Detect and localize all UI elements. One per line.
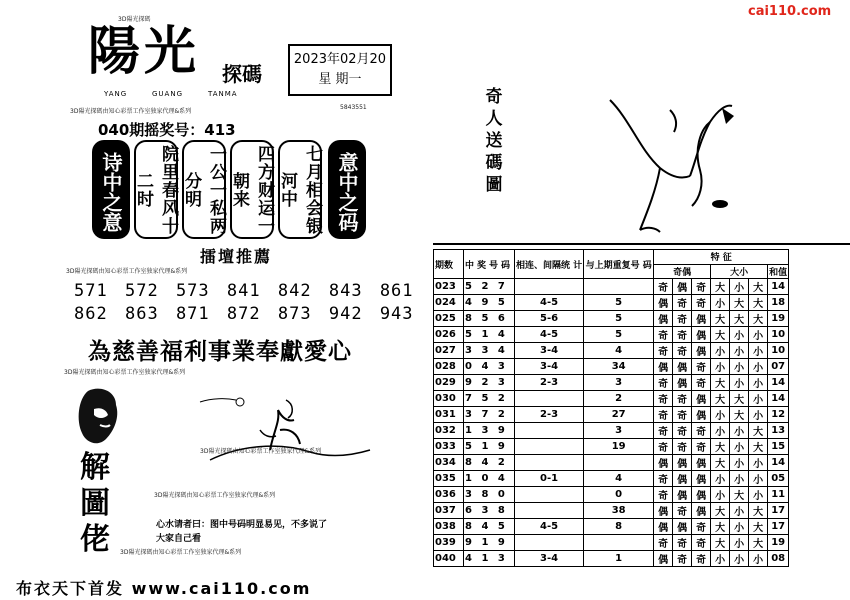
row-issue: 034 xyxy=(434,455,464,471)
row-oddeven: 偶 xyxy=(654,359,673,375)
row-number: 8 5 6 xyxy=(464,311,515,327)
row-issue: 026 xyxy=(434,327,464,343)
row-oddeven: 奇 xyxy=(692,535,711,551)
row-seq: 4-5 xyxy=(515,327,584,343)
row-bigsmall: 小 xyxy=(749,471,768,487)
rec-number: 863 xyxy=(124,304,159,324)
row-number: 9 1 9 xyxy=(464,535,515,551)
row-oddeven: 奇 xyxy=(673,327,692,343)
table-top-rule xyxy=(433,243,850,247)
rec-number: 843 xyxy=(328,281,363,301)
row-oddeven: 奇 xyxy=(654,407,673,423)
row-bigsmall: 小 xyxy=(711,423,730,439)
row-oddeven: 奇 xyxy=(692,551,711,567)
row-sum: 14 xyxy=(768,375,789,391)
qiren-drawing xyxy=(600,80,750,240)
table-header-row xyxy=(434,250,789,265)
row-seq xyxy=(515,279,584,295)
poem-right-title: 意中之码 xyxy=(328,140,366,239)
row-oddeven: 奇 xyxy=(654,391,673,407)
table-row xyxy=(434,327,789,343)
row-oddeven: 奇 xyxy=(673,551,692,567)
table-row xyxy=(434,455,789,471)
jie-tu-lao: 解圖佬 xyxy=(80,450,110,557)
table-row xyxy=(434,279,789,295)
table-row xyxy=(434,359,789,375)
row-repeat: 2 xyxy=(584,391,654,407)
poem-left-title: 诗中之意 xyxy=(92,140,130,239)
row-repeat: 8 xyxy=(584,519,654,535)
comment-block xyxy=(156,518,396,546)
row-bigsmall: 大 xyxy=(711,391,730,407)
row-issue: 033 xyxy=(434,439,464,455)
bottom-note: 3D陽光探碼由知心彩票工作室独家代理&系列 xyxy=(120,549,242,556)
row-bigsmall: 大 xyxy=(711,375,730,391)
row-number: 1 3 9 xyxy=(464,423,515,439)
comment-line-1: 心水请者曰：图中号码明显易见，不多说了 xyxy=(156,520,328,530)
row-bigsmall: 小 xyxy=(749,455,768,471)
date-line: 2023年02月20 xyxy=(293,52,387,67)
row-oddeven: 偶 xyxy=(654,311,673,327)
rec-number: 842 xyxy=(277,281,312,301)
issue-result: 040期摇奖号：413 xyxy=(98,121,236,139)
row-issue: 025 xyxy=(434,311,464,327)
row-issue: 030 xyxy=(434,391,464,407)
row-oddeven: 偶 xyxy=(692,343,711,359)
row-sum: 10 xyxy=(768,327,789,343)
row-issue: 024 xyxy=(434,295,464,311)
pinyin-yang: YANG xyxy=(104,90,128,98)
row-sum: 12 xyxy=(768,407,789,423)
row-oddeven: 偶 xyxy=(654,519,673,535)
row-oddeven: 奇 xyxy=(654,471,673,487)
table-row xyxy=(434,407,789,423)
row-oddeven: 偶 xyxy=(673,455,692,471)
col-oddeven: 奇偶 xyxy=(654,264,711,279)
row-number: 4 9 5 xyxy=(464,295,515,311)
col-sum: 和值 xyxy=(768,264,789,279)
row-issue: 028 xyxy=(434,359,464,375)
row-number: 0 4 3 xyxy=(464,359,515,375)
pinyin-tanma: TANMA xyxy=(208,90,238,98)
row-repeat: 27 xyxy=(584,407,654,423)
row-bigsmall: 大 xyxy=(749,295,768,311)
row-sum: 13 xyxy=(768,423,789,439)
row-repeat: 3 xyxy=(584,423,654,439)
header-sub-note: 3D陽光探碼由知心彩票工作室独家代理&系列 xyxy=(70,108,192,115)
pinyin-guang: GUANG xyxy=(152,90,183,98)
row-bigsmall: 小 xyxy=(730,503,749,519)
newspaper-logo: 陽光 xyxy=(88,21,201,82)
row-bigsmall: 大 xyxy=(749,311,768,327)
row-bigsmall: 小 xyxy=(730,327,749,343)
row-repeat: 5 xyxy=(584,311,654,327)
col-repeat: 与上期重复号 码 xyxy=(584,250,654,279)
reference-code: 5843551 xyxy=(340,104,367,111)
rec-number: 872 xyxy=(226,304,261,324)
row-bigsmall: 小 xyxy=(711,295,730,311)
row-seq: 3-4 xyxy=(515,551,584,567)
table-body xyxy=(434,279,789,567)
row-repeat: 1 xyxy=(584,551,654,567)
row-issue: 039 xyxy=(434,535,464,551)
row-bigsmall: 大 xyxy=(711,279,730,295)
row-bigsmall: 小 xyxy=(711,471,730,487)
row-bigsmall: 小 xyxy=(749,487,768,503)
row-oddeven: 奇 xyxy=(673,311,692,327)
rec-number: 871 xyxy=(175,304,210,324)
table-row xyxy=(434,423,789,439)
rec-number: 573 xyxy=(175,281,210,301)
row-oddeven: 奇 xyxy=(692,519,711,535)
row-sum: 18 xyxy=(768,295,789,311)
row-oddeven: 奇 xyxy=(692,423,711,439)
row-oddeven: 偶 xyxy=(692,487,711,503)
row-bigsmall: 大 xyxy=(711,455,730,471)
row-seq xyxy=(515,391,584,407)
row-bigsmall: 小 xyxy=(730,471,749,487)
row-number: 5 2 7 xyxy=(464,279,515,295)
recommend-row-2 xyxy=(74,304,414,324)
table-row xyxy=(434,391,789,407)
row-repeat xyxy=(584,279,654,295)
row-oddeven: 奇 xyxy=(692,279,711,295)
row-issue: 040 xyxy=(434,551,464,567)
row-sum: 08 xyxy=(768,551,789,567)
table-row xyxy=(434,503,789,519)
table-row xyxy=(434,439,789,455)
row-bigsmall: 小 xyxy=(749,327,768,343)
row-issue: 027 xyxy=(434,343,464,359)
row-bigsmall: 大 xyxy=(711,519,730,535)
row-repeat: 3 xyxy=(584,375,654,391)
row-bigsmall: 大 xyxy=(749,519,768,535)
row-seq: 0-1 xyxy=(515,471,584,487)
row-oddeven: 偶 xyxy=(692,391,711,407)
row-bigsmall: 小 xyxy=(730,535,749,551)
row-issue: 038 xyxy=(434,519,464,535)
poem-line-2: 一公一私两分明 xyxy=(182,140,226,239)
row-oddeven: 奇 xyxy=(673,535,692,551)
row-repeat: 4 xyxy=(584,471,654,487)
row-seq xyxy=(515,535,584,551)
col-number: 中奖号码 xyxy=(464,250,515,279)
row-sum: 10 xyxy=(768,343,789,359)
qiren-title: 奇人送碼圖 xyxy=(485,87,503,195)
row-repeat: 5 xyxy=(584,295,654,311)
clue-drawing xyxy=(190,390,380,480)
row-bigsmall: 大 xyxy=(730,407,749,423)
row-bigsmall: 大 xyxy=(749,279,768,295)
rec-number: 571 xyxy=(74,281,108,301)
table-row xyxy=(434,343,789,359)
row-bigsmall: 大 xyxy=(730,295,749,311)
table-row xyxy=(434,519,789,535)
row-bigsmall: 小 xyxy=(730,423,749,439)
row-number: 5 1 9 xyxy=(464,439,515,455)
recommend-note: 3D陽光探碼由知心彩票工作室独家代理&系列 xyxy=(66,268,188,275)
row-bigsmall: 小 xyxy=(711,551,730,567)
rec-number: 862 xyxy=(74,304,108,324)
row-bigsmall: 小 xyxy=(749,343,768,359)
rec-number: 572 xyxy=(124,281,159,301)
row-bigsmall: 小 xyxy=(730,279,749,295)
row-oddeven: 偶 xyxy=(692,407,711,423)
table-row xyxy=(434,471,789,487)
row-seq: 3-4 xyxy=(515,343,584,359)
date-box xyxy=(288,44,392,96)
drawing-note: 3D陽光探碼由知心彩票工作室独家代理&系列 xyxy=(200,448,322,455)
row-seq xyxy=(515,423,584,439)
rec-number: 841 xyxy=(226,281,261,301)
row-oddeven: 奇 xyxy=(673,423,692,439)
row-oddeven: 偶 xyxy=(654,455,673,471)
logo-suffix: 探碼 xyxy=(222,62,262,86)
row-bigsmall: 小 xyxy=(711,343,730,359)
row-issue: 036 xyxy=(434,487,464,503)
row-number: 8 4 2 xyxy=(464,455,515,471)
row-bigsmall: 小 xyxy=(749,375,768,391)
row-bigsmall: 大 xyxy=(749,535,768,551)
row-repeat: 19 xyxy=(584,439,654,455)
site-brand: cai110.com xyxy=(748,4,832,19)
row-number: 9 2 3 xyxy=(464,375,515,391)
rec-number: 861 xyxy=(379,281,414,301)
row-bigsmall: 大 xyxy=(711,327,730,343)
portrait-illustration xyxy=(70,385,130,450)
row-bigsmall: 大 xyxy=(730,487,749,503)
rec-number: 873 xyxy=(277,304,312,324)
row-bigsmall: 小 xyxy=(749,551,768,567)
row-bigsmall: 大 xyxy=(711,439,730,455)
row-bigsmall: 小 xyxy=(730,375,749,391)
recommend-row-1 xyxy=(74,281,414,301)
col-feature: 特 征 xyxy=(654,250,789,265)
row-bigsmall: 大 xyxy=(749,423,768,439)
row-bigsmall: 小 xyxy=(749,359,768,375)
row-issue: 032 xyxy=(434,423,464,439)
row-repeat xyxy=(584,535,654,551)
row-number: 4 1 3 xyxy=(464,551,515,567)
row-oddeven: 奇 xyxy=(654,487,673,503)
comment-line-2: 大家自己看 xyxy=(156,534,202,544)
row-oddeven: 偶 xyxy=(673,279,692,295)
row-oddeven: 偶 xyxy=(673,519,692,535)
poem-line-3: 四方财运一朝来 xyxy=(230,140,274,239)
recommend-title: 擂壇推薦 xyxy=(200,247,273,266)
comment-note: 3D陽光探碼由知心彩票工作室独家代理&系列 xyxy=(154,492,276,499)
row-bigsmall: 大 xyxy=(711,535,730,551)
row-oddeven: 偶 xyxy=(673,471,692,487)
row-oddeven: 奇 xyxy=(673,503,692,519)
row-repeat: 5 xyxy=(584,327,654,343)
row-oddeven: 奇 xyxy=(673,439,692,455)
row-oddeven: 奇 xyxy=(654,535,673,551)
rec-number: 943 xyxy=(379,304,414,324)
row-bigsmall: 大 xyxy=(711,311,730,327)
row-bigsmall: 大 xyxy=(730,391,749,407)
row-oddeven: 奇 xyxy=(654,327,673,343)
col-seq: 相连、间隔统 计 xyxy=(515,250,584,279)
poem-line-1: 院里春风十二时 xyxy=(134,140,178,239)
row-oddeven: 偶 xyxy=(654,503,673,519)
row-oddeven: 奇 xyxy=(654,343,673,359)
row-seq: 4-5 xyxy=(515,519,584,535)
row-issue: 037 xyxy=(434,503,464,519)
row-bigsmall: 小 xyxy=(730,343,749,359)
row-number: 8 4 5 xyxy=(464,519,515,535)
row-oddeven: 奇 xyxy=(654,439,673,455)
poem-line-4: 七月相会银河中 xyxy=(278,140,322,239)
row-repeat: 38 xyxy=(584,503,654,519)
row-oddeven: 奇 xyxy=(692,439,711,455)
row-bigsmall: 小 xyxy=(711,487,730,503)
rec-number: 942 xyxy=(328,304,363,324)
col-bigsmall: 大小 xyxy=(711,264,768,279)
table-row xyxy=(434,535,789,551)
row-seq xyxy=(515,503,584,519)
history-table xyxy=(433,249,789,567)
row-oddeven: 偶 xyxy=(654,551,673,567)
row-number: 6 3 8 xyxy=(464,503,515,519)
row-sum: 14 xyxy=(768,391,789,407)
row-repeat xyxy=(584,455,654,471)
row-sum: 11 xyxy=(768,487,789,503)
row-bigsmall: 小 xyxy=(749,407,768,423)
row-sum: 19 xyxy=(768,311,789,327)
row-seq: 2-3 xyxy=(515,407,584,423)
row-seq: 2-3 xyxy=(515,375,584,391)
row-oddeven: 奇 xyxy=(673,391,692,407)
row-repeat: 0 xyxy=(584,487,654,503)
row-seq: 5-6 xyxy=(515,311,584,327)
row-number: 3 8 0 xyxy=(464,487,515,503)
row-oddeven: 偶 xyxy=(673,487,692,503)
row-oddeven: 奇 xyxy=(654,375,673,391)
row-oddeven: 奇 xyxy=(673,343,692,359)
row-oddeven: 偶 xyxy=(692,327,711,343)
row-issue: 031 xyxy=(434,407,464,423)
row-number: 3 7 2 xyxy=(464,407,515,423)
row-sum: 17 xyxy=(768,503,789,519)
row-bigsmall: 小 xyxy=(730,439,749,455)
row-bigsmall: 大 xyxy=(749,503,768,519)
row-bigsmall: 小 xyxy=(730,551,749,567)
table-row xyxy=(434,375,789,391)
col-issue: 期数 xyxy=(434,250,464,279)
row-bigsmall: 小 xyxy=(730,519,749,535)
row-oddeven: 偶 xyxy=(692,455,711,471)
row-number: 7 5 2 xyxy=(464,391,515,407)
row-oddeven: 偶 xyxy=(673,375,692,391)
row-oddeven: 偶 xyxy=(692,471,711,487)
table-row xyxy=(434,311,789,327)
row-seq xyxy=(515,487,584,503)
row-number: 5 1 4 xyxy=(464,327,515,343)
row-bigsmall: 小 xyxy=(711,407,730,423)
top-note: 3D陽光探碼 xyxy=(118,16,151,23)
table-row xyxy=(434,487,789,503)
row-oddeven: 奇 xyxy=(673,407,692,423)
table-row xyxy=(434,295,789,311)
row-repeat: 34 xyxy=(584,359,654,375)
row-number: 1 0 4 xyxy=(464,471,515,487)
table-row xyxy=(434,551,789,567)
row-seq xyxy=(515,439,584,455)
slogan-note: 3D陽光探碼由知心彩票工作室独家代理&系列 xyxy=(64,369,186,376)
row-bigsmall: 小 xyxy=(730,359,749,375)
row-sum: 17 xyxy=(768,519,789,535)
row-oddeven: 奇 xyxy=(654,279,673,295)
row-issue: 035 xyxy=(434,471,464,487)
row-oddeven: 偶 xyxy=(692,503,711,519)
row-bigsmall: 小 xyxy=(730,455,749,471)
row-bigsmall: 小 xyxy=(711,359,730,375)
row-sum: 14 xyxy=(768,279,789,295)
row-issue: 023 xyxy=(434,279,464,295)
row-sum: 05 xyxy=(768,471,789,487)
row-oddeven: 偶 xyxy=(692,311,711,327)
row-oddeven: 偶 xyxy=(654,295,673,311)
weekday: 星 期一 xyxy=(318,72,362,87)
row-bigsmall: 大 xyxy=(749,439,768,455)
row-sum: 07 xyxy=(768,359,789,375)
row-oddeven: 奇 xyxy=(673,295,692,311)
row-number: 3 3 4 xyxy=(464,343,515,359)
row-bigsmall: 大 xyxy=(730,311,749,327)
row-repeat: 4 xyxy=(584,343,654,359)
row-bigsmall: 小 xyxy=(749,391,768,407)
row-oddeven: 奇 xyxy=(692,359,711,375)
row-bigsmall: 大 xyxy=(711,503,730,519)
charity-slogan: 為慈善福利事業奉獻愛心 xyxy=(88,338,352,365)
row-issue: 029 xyxy=(434,375,464,391)
row-seq: 4-5 xyxy=(515,295,584,311)
row-sum: 15 xyxy=(768,439,789,455)
row-oddeven: 偶 xyxy=(673,359,692,375)
row-oddeven: 奇 xyxy=(654,423,673,439)
row-seq: 3-4 xyxy=(515,359,584,375)
footer-publisher: 布衣天下首发 www.cai110.com xyxy=(16,579,312,598)
row-seq xyxy=(515,455,584,471)
row-sum: 14 xyxy=(768,455,789,471)
row-oddeven: 奇 xyxy=(692,295,711,311)
row-oddeven: 奇 xyxy=(692,375,711,391)
row-sum: 19 xyxy=(768,535,789,551)
